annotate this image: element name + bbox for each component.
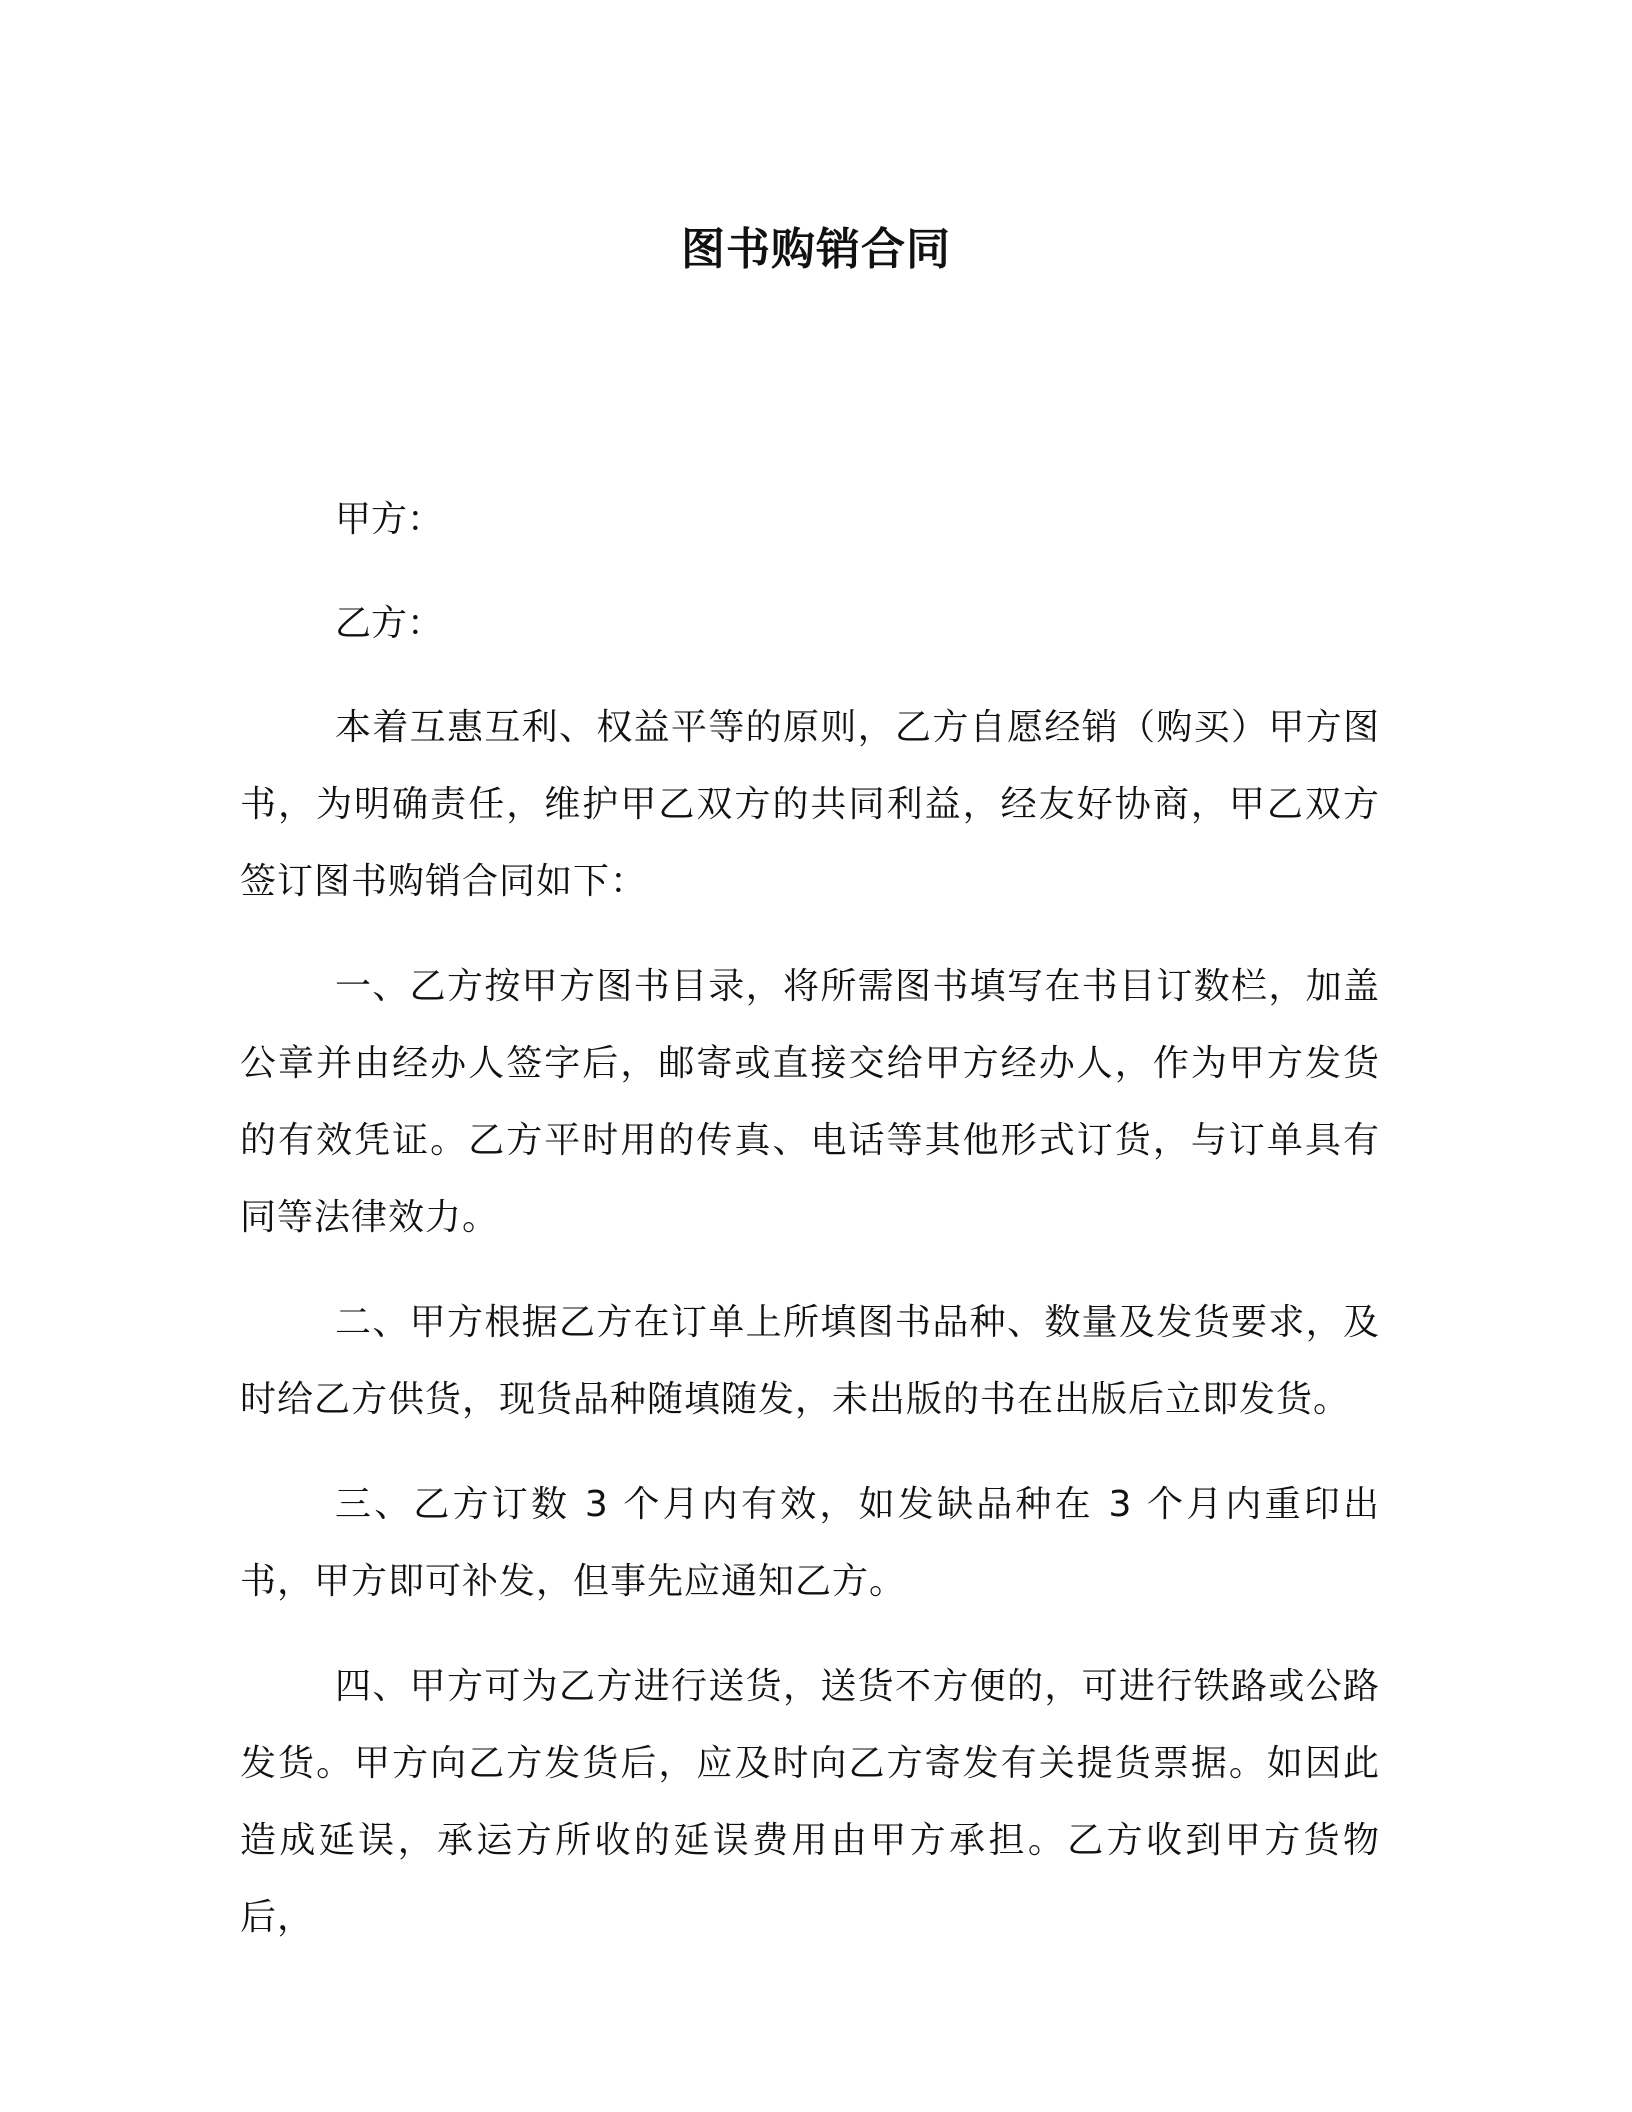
paragraph-intro: 本着互惠互利、权益平等的原则，乙方自愿经销（购买）甲方图书，为明确责任，维护甲乙双方的共同利益，经友好协商，甲乙双方签订图书购销合同如下： [240,707,1380,902]
paragraph-clause-2: 二、甲方根据乙方在订单上所填图书品种、数量及发货要求，及时给乙方供货，现货品种随填随发，未出版的书在出版后立即发货。 [240,1302,1380,1420]
paragraph-clause-1: 一、乙方按甲方图书目录，将所需图书填写在书目订数栏，加盖公章并由经办人签字后，邮寄或直接交给甲方经办人，作为甲方发货的有效凭证。乙方平时用的传真、电话等其他形式订货，与订单具有同等法律效力。 [240,966,1380,1238]
contract-body [240,689,1380,1984]
party-b-label: 乙方： [335,603,444,644]
paragraph-clause-4: 四、甲方可为乙方进行送货，送货不方便的，可进行铁路或公路发货。甲方向乙方发货后，应及时向乙方寄发有关提货票据。如因此造成延误，承运方所收的延误费用由甲方承担。乙方收到甲方货物后， [240,1666,1380,1938]
document-title: 图书购销合同 [681,224,951,275]
paragraph-clause-3: 三、乙方订数 3 个月内有效，如发缺品种在 3 个月内重印出书，甲方即可补发，但事先应通知乙方。 [240,1484,1380,1602]
party-a-label: 甲方： [335,499,444,540]
